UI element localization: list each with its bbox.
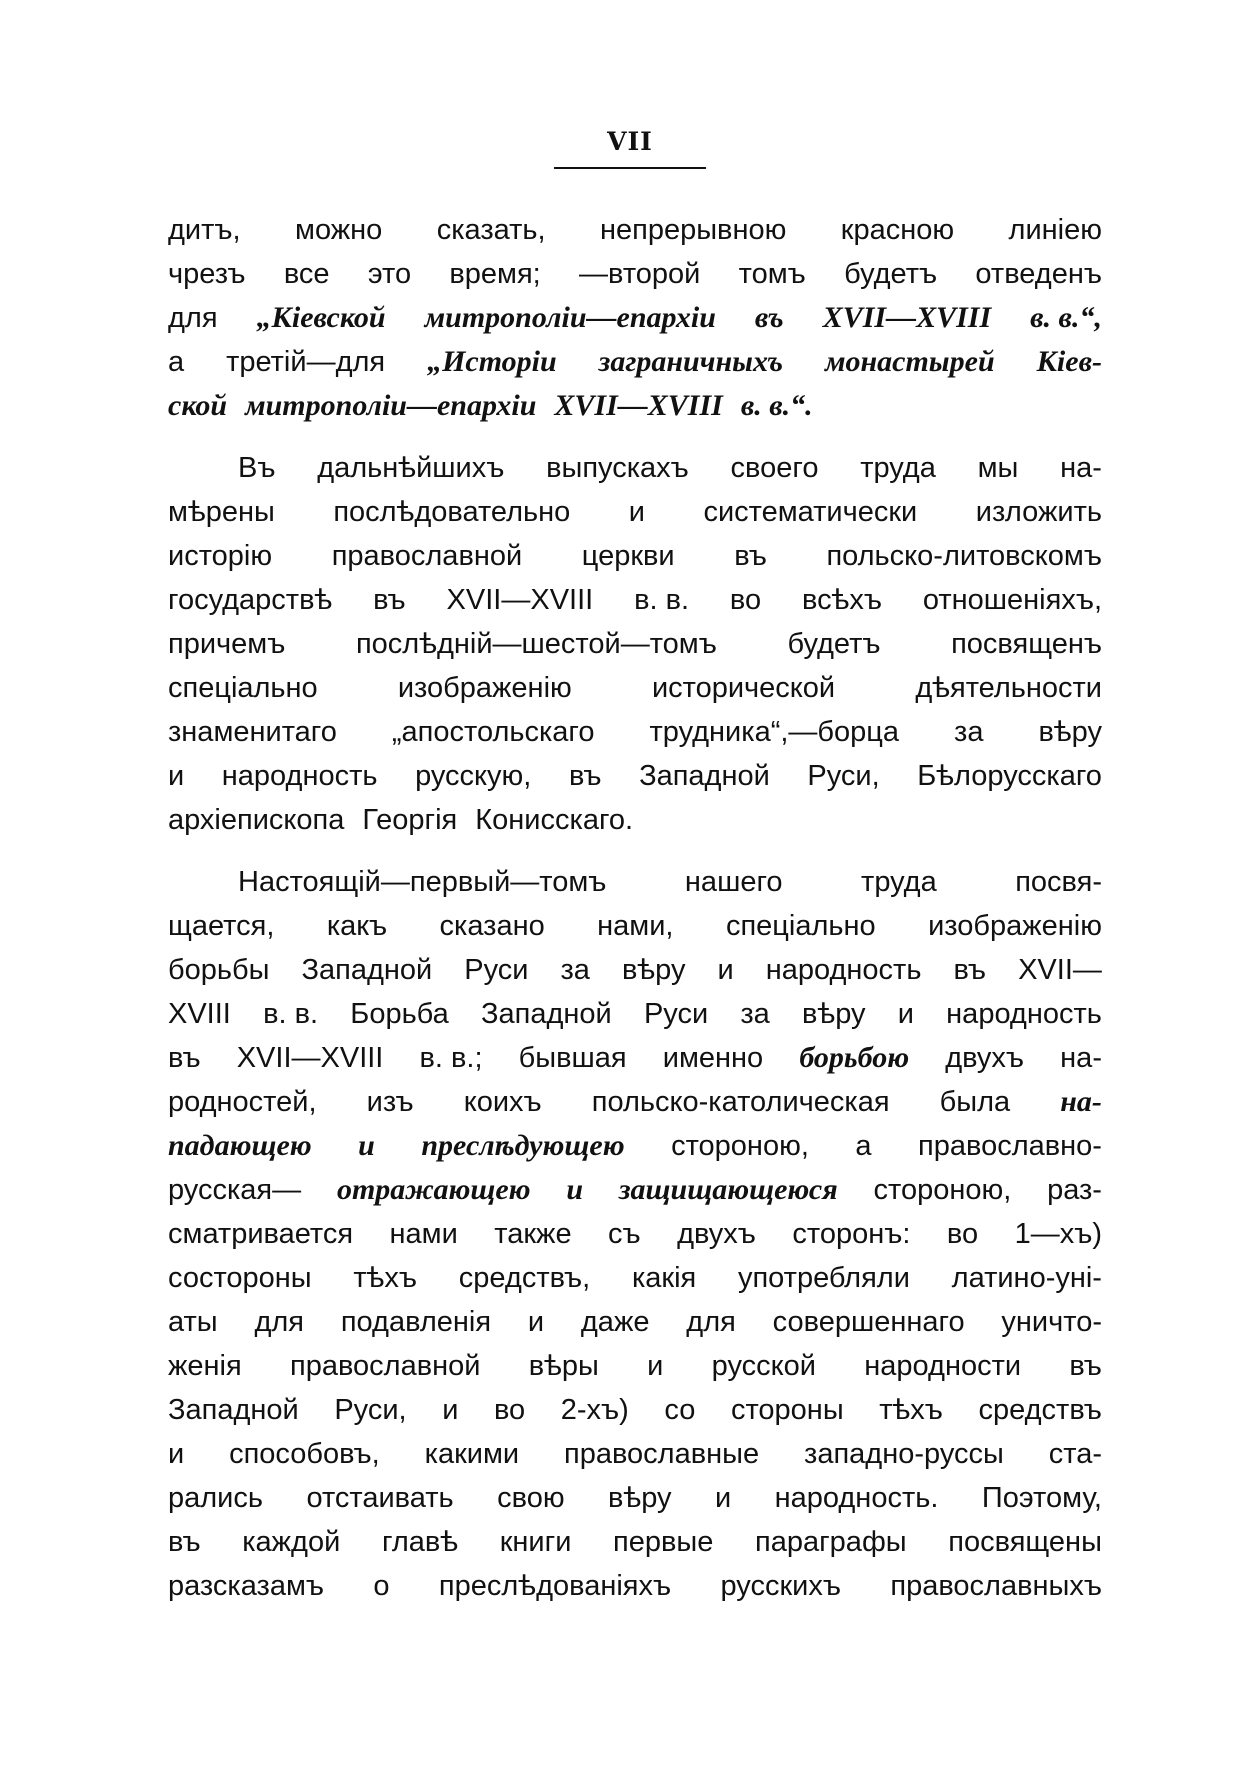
word: митрополiи—епархiи xyxy=(424,301,716,334)
word: 2-хъ) xyxy=(560,1394,629,1426)
word: будетъ xyxy=(787,628,881,660)
word: послѣднiй—шестой—томъ xyxy=(355,628,717,660)
word: нашего xyxy=(684,866,783,898)
word: спецiально xyxy=(168,672,318,704)
word: систематически xyxy=(703,496,918,528)
word: заграничныхъ xyxy=(598,345,784,378)
body-text xyxy=(168,208,1102,1608)
word: Западной xyxy=(168,1394,299,1426)
text-line xyxy=(168,948,1102,992)
word: народности xyxy=(864,1350,1022,1382)
text-line xyxy=(168,578,1102,622)
word: мѣрены xyxy=(168,496,275,528)
word: какъ xyxy=(326,910,388,942)
word: изъ xyxy=(366,1086,414,1118)
word: красною xyxy=(840,214,955,246)
word: причемъ xyxy=(168,628,286,660)
word: двухъ xyxy=(945,1042,1025,1074)
word: была xyxy=(939,1086,1011,1118)
text-line xyxy=(168,252,1102,296)
word: в. в.; xyxy=(419,1042,483,1074)
word: вѣру xyxy=(1038,716,1102,748)
text-line xyxy=(168,904,1102,948)
word: состороны xyxy=(168,1262,312,1294)
word: и xyxy=(566,1173,584,1206)
word: XVII—XVIII xyxy=(822,301,992,334)
word: в. в.“, xyxy=(1030,301,1102,334)
word: и xyxy=(714,1482,732,1514)
word: для xyxy=(686,1306,736,1338)
word: въ xyxy=(953,954,987,986)
word: Западной xyxy=(301,954,433,986)
word: коихъ xyxy=(463,1086,542,1118)
word: каждой xyxy=(242,1526,341,1558)
word: сторонъ: xyxy=(792,1218,911,1250)
word: „апостольскаго xyxy=(391,716,595,748)
word: дѣятельности xyxy=(915,672,1102,704)
word: и xyxy=(168,1438,185,1470)
text-line xyxy=(168,666,1102,710)
word: это xyxy=(367,258,412,290)
word: церкви xyxy=(581,540,675,572)
word: разсказамъ xyxy=(168,1570,325,1602)
word: изложить xyxy=(975,496,1102,528)
word: будетъ xyxy=(844,258,938,290)
word: стороною, xyxy=(671,1130,809,1162)
word: мы xyxy=(977,452,1019,484)
word: Настоящiй—первый—томъ xyxy=(238,866,607,898)
word: на- xyxy=(1060,1042,1102,1074)
word: отражающею xyxy=(336,1173,531,1206)
text-line xyxy=(168,1256,1102,1300)
text-line xyxy=(168,1212,1102,1256)
text-line xyxy=(168,384,1102,428)
word: средствъ xyxy=(978,1394,1102,1426)
word: сказано xyxy=(439,910,545,942)
word: раз- xyxy=(1047,1174,1102,1206)
word: линiею xyxy=(1008,214,1102,246)
word: тѣхъ xyxy=(879,1394,943,1426)
word: Западной xyxy=(639,760,770,792)
word: спецiально xyxy=(725,910,876,942)
word: Бѣлорусскаго xyxy=(917,760,1102,792)
word: на- xyxy=(1060,452,1102,484)
word: Кiев- xyxy=(1036,345,1102,378)
word: о xyxy=(373,1570,390,1602)
word: православной xyxy=(289,1350,481,1382)
word: можно xyxy=(295,214,383,246)
word: средствъ, xyxy=(458,1262,591,1294)
text-line xyxy=(168,1476,1102,1520)
word: сматривается xyxy=(168,1218,354,1250)
word: русскихъ xyxy=(720,1570,841,1602)
word: XVII—XVIII xyxy=(554,389,723,422)
text-line xyxy=(168,992,1102,1036)
word: Поэтому, xyxy=(981,1482,1102,1514)
word: въ xyxy=(734,540,767,572)
word: даже xyxy=(580,1306,650,1338)
word: „Кiевской xyxy=(256,301,386,334)
word: и xyxy=(897,998,914,1030)
word: стороны xyxy=(730,1394,844,1426)
word: отстаивать xyxy=(306,1482,454,1514)
word: труда xyxy=(860,452,936,484)
word: Георгiя xyxy=(362,804,458,836)
word: уничто- xyxy=(1001,1306,1102,1338)
word: дитъ, xyxy=(168,214,241,246)
word: за xyxy=(560,954,590,986)
word: Западной xyxy=(480,998,612,1030)
word: ста- xyxy=(1048,1438,1102,1470)
word: какими xyxy=(424,1438,520,1470)
word: въ xyxy=(373,584,406,616)
word: рались xyxy=(168,1482,263,1514)
word: съ xyxy=(608,1218,641,1250)
word: за xyxy=(740,998,770,1030)
word: своего xyxy=(730,452,819,484)
word: XVIII xyxy=(168,998,231,1030)
word: Руси xyxy=(643,998,709,1030)
word: XVII—XVIII xyxy=(236,1042,384,1074)
word: подавленiя xyxy=(340,1306,492,1338)
word: народность xyxy=(946,998,1102,1030)
word: польско-литовскомъ xyxy=(826,540,1102,572)
word: в. в.“. xyxy=(740,389,813,422)
word: книги xyxy=(499,1526,572,1558)
word: в. в. xyxy=(634,584,690,616)
word: русскую, xyxy=(415,760,532,792)
word: всѣхъ xyxy=(802,584,882,616)
word: вѣру xyxy=(608,1482,672,1514)
word: защищающеюся xyxy=(618,1173,838,1206)
word: Борьба xyxy=(350,998,449,1030)
word: и xyxy=(442,1394,459,1426)
text-line xyxy=(168,1036,1102,1080)
text-line xyxy=(168,296,1102,340)
word: русская— xyxy=(168,1174,302,1206)
word: борьбы xyxy=(168,954,270,986)
word: архiепископа xyxy=(168,804,345,836)
word: вѣру xyxy=(802,998,866,1030)
word: польско-католическая xyxy=(591,1086,890,1118)
text-line xyxy=(168,622,1102,666)
word: XVII—XVIII xyxy=(446,584,594,616)
text-line xyxy=(168,1344,1102,1388)
word: и xyxy=(628,496,645,528)
word: въ xyxy=(168,1042,201,1074)
text-line xyxy=(168,1564,1102,1608)
text-line xyxy=(168,1388,1102,1432)
word: именно xyxy=(662,1042,764,1074)
word: а xyxy=(168,346,185,378)
word: Руси, xyxy=(807,760,880,792)
word: знаменитаго xyxy=(168,716,337,748)
word: томъ xyxy=(738,258,806,290)
text-line xyxy=(168,340,1102,384)
word: посвященъ xyxy=(951,628,1102,660)
word: тѣхъ xyxy=(353,1262,418,1294)
word: щается, xyxy=(168,910,275,942)
word: народность xyxy=(221,760,378,792)
word: преслѣдованiяхъ xyxy=(438,1570,672,1602)
word: аты xyxy=(168,1306,218,1338)
word: въ xyxy=(168,1526,201,1558)
word: способовъ, xyxy=(229,1438,380,1470)
word: непрерывною xyxy=(599,214,787,246)
word: нами xyxy=(389,1218,458,1250)
word: и xyxy=(358,1129,375,1162)
word: изображенiю xyxy=(397,672,572,704)
word: отведенъ xyxy=(975,258,1102,290)
word: стороною, xyxy=(873,1174,1012,1206)
word: совершеннаго xyxy=(772,1306,965,1338)
word: православно- xyxy=(918,1130,1102,1162)
word: посвящены xyxy=(948,1526,1102,1558)
word: третiй—для xyxy=(226,346,386,378)
text-line xyxy=(168,208,1102,252)
text-line xyxy=(168,1168,1102,1212)
word: время; xyxy=(449,258,541,290)
word: Руси, xyxy=(334,1394,407,1426)
word: падающею xyxy=(168,1129,312,1162)
text-line xyxy=(168,710,1102,754)
text-line xyxy=(168,1520,1102,1564)
word: бывшая xyxy=(518,1042,627,1074)
word: и xyxy=(168,760,185,792)
word: исторической xyxy=(651,672,836,704)
word: латино-унi- xyxy=(951,1262,1102,1294)
word: и xyxy=(527,1306,545,1338)
word: и xyxy=(647,1350,664,1382)
word: исторiю xyxy=(168,540,273,572)
word: во xyxy=(493,1394,526,1426)
word: послѣдовательно xyxy=(333,496,571,528)
word: въ xyxy=(1069,1350,1102,1382)
text-line xyxy=(168,534,1102,578)
word: православной xyxy=(331,540,523,572)
word: русской xyxy=(711,1350,816,1382)
word: параграфы xyxy=(755,1526,907,1558)
word: государствѣ xyxy=(168,584,333,616)
word: православныхъ xyxy=(890,1570,1102,1602)
word: во xyxy=(946,1218,979,1250)
word: вѣры xyxy=(528,1350,599,1382)
text-line xyxy=(168,1300,1102,1344)
page-number: VII xyxy=(607,127,653,156)
word: главѣ xyxy=(381,1526,459,1558)
word: ской xyxy=(168,389,228,422)
word: для xyxy=(254,1306,304,1338)
word: со xyxy=(664,1394,696,1426)
word: выпускахъ xyxy=(546,452,689,484)
word: а xyxy=(855,1130,872,1162)
word: западно-руссы xyxy=(804,1438,1004,1470)
word: во xyxy=(729,584,762,616)
word: первые xyxy=(613,1526,714,1558)
word: Въ xyxy=(238,452,276,484)
word: в. в. xyxy=(263,998,319,1030)
text-line xyxy=(168,1432,1102,1476)
word: въ xyxy=(754,301,784,334)
text-line xyxy=(168,1124,1102,1168)
word: въ xyxy=(568,760,602,792)
word: нами, xyxy=(597,910,674,942)
word: Конисскаго. xyxy=(475,804,634,836)
word: XVII— xyxy=(1018,954,1102,986)
word: Руси xyxy=(464,954,529,986)
word: также xyxy=(494,1218,572,1250)
word: дальнѣйшихъ xyxy=(317,452,505,484)
word: сказать, xyxy=(436,214,546,246)
word: свою xyxy=(497,1482,565,1514)
text-line xyxy=(168,446,1102,490)
word: какiя xyxy=(631,1262,697,1294)
word: 1—хъ) xyxy=(1014,1218,1102,1250)
word: —второй xyxy=(579,258,701,290)
word: для xyxy=(168,302,218,334)
word: народность. xyxy=(774,1482,939,1514)
word: православные xyxy=(564,1438,760,1470)
word: родностей, xyxy=(168,1086,317,1118)
text-line xyxy=(168,754,1102,798)
word: народность xyxy=(765,954,922,986)
word: употребляли xyxy=(737,1262,910,1294)
word: все xyxy=(283,258,330,290)
word: преслѣдующею xyxy=(421,1129,625,1162)
text-line xyxy=(168,798,1102,842)
word: монастырей xyxy=(824,345,995,378)
word: отношенiяхъ, xyxy=(922,584,1102,616)
text-line xyxy=(168,860,1102,904)
page-number-rule xyxy=(554,167,706,169)
word: вѣру xyxy=(621,954,686,986)
word: „Исторiи xyxy=(427,345,557,378)
word: двухъ xyxy=(677,1218,756,1250)
text-line xyxy=(168,1080,1102,1124)
word: изображенiю xyxy=(928,910,1102,942)
text-line xyxy=(168,490,1102,534)
word: за xyxy=(954,716,984,748)
word: борьбою xyxy=(799,1041,910,1074)
word: трудника“,—борца xyxy=(649,716,900,748)
word: труда xyxy=(861,866,937,898)
word: митрополiи—епархiи xyxy=(245,389,537,422)
word: женiя xyxy=(168,1350,242,1382)
word: чрезъ xyxy=(168,258,246,290)
word: и xyxy=(717,954,734,986)
word: посвя- xyxy=(1015,866,1102,898)
word: на- xyxy=(1060,1085,1102,1118)
